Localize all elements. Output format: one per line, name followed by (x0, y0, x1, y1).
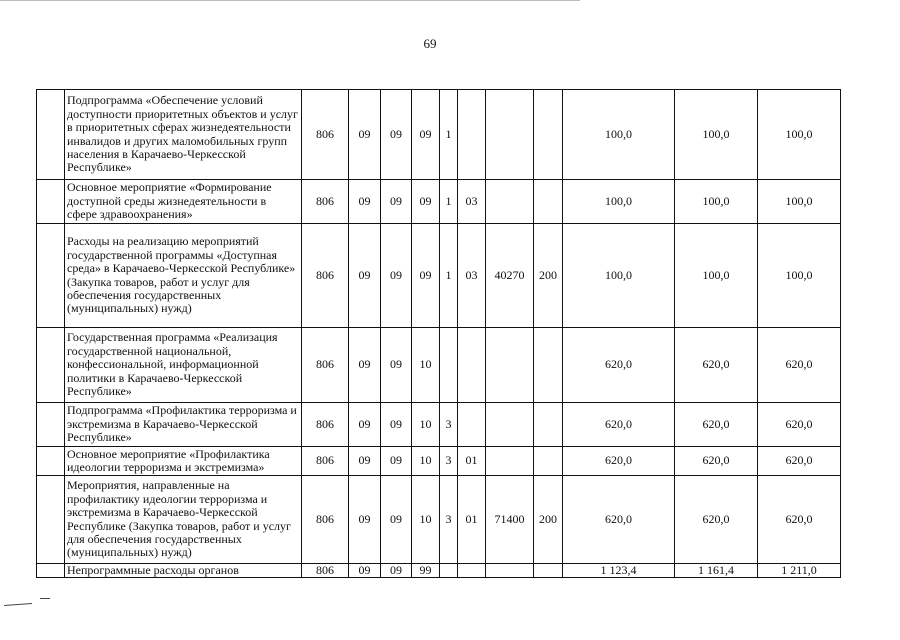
amount-year3-cell: 620,0 (758, 476, 841, 564)
code-cell: 806 (302, 224, 349, 328)
section-cell: 09 (349, 403, 381, 447)
subsection-cell: 09 (381, 224, 412, 328)
program-cell: 09 (412, 180, 440, 224)
code-cell: 806 (302, 328, 349, 403)
row-name-cell: Основное мероприятие «Профилактика идеологии терроризма и экстремизма» (65, 447, 302, 476)
amount-year3-cell: 100,0 (758, 90, 841, 180)
subprogram-cell: 1 (440, 90, 458, 180)
row-index-cell (37, 403, 65, 447)
expense-type-cell (534, 447, 563, 476)
amount-year1-cell: 620,0 (563, 403, 675, 447)
code-cell: 806 (302, 403, 349, 447)
program-cell: 09 (412, 90, 440, 180)
code-cell: 806 (302, 90, 349, 180)
row-index-cell (37, 328, 65, 403)
expense-type-cell: 200 (534, 224, 563, 328)
program-cell: 10 (412, 476, 440, 564)
expense-type-cell (534, 90, 563, 180)
event-cell: 03 (458, 224, 486, 328)
table-row (37, 564, 841, 578)
row-index-cell (37, 90, 65, 180)
amount-year2-cell: 100,0 (675, 224, 758, 328)
scan-mark (4, 603, 32, 606)
code-cell: 806 (302, 564, 349, 578)
program-cell: 09 (412, 224, 440, 328)
amount-year3-cell: 620,0 (758, 403, 841, 447)
amount-year1-cell: 100,0 (563, 90, 675, 180)
subsection-cell: 09 (381, 476, 412, 564)
event-cell (458, 564, 486, 578)
event-cell: 03 (458, 180, 486, 224)
target-cell (486, 328, 534, 403)
program-cell: 10 (412, 403, 440, 447)
subsection-cell: 09 (381, 403, 412, 447)
event-cell (458, 403, 486, 447)
section-cell: 09 (349, 328, 381, 403)
scan-mark (40, 598, 50, 599)
target-cell: 40270 (486, 224, 534, 328)
row-name-cell: Расходы на реализацию мероприятий государственной программы «Доступная среда» в Карачаево-Черкесской Республике» (Закупка товаров, работ и услуг для обеспечения государственных (муниципальных) нужд) (65, 224, 302, 328)
subprogram-cell: 1 (440, 224, 458, 328)
row-name-cell: Мероприятия, направленные на профилактику идеологии терроризма и экстремизма в Карачаево-Черкесской Республике (Закупка товаров, работ и услуг для обеспечения государственных (муниципальных) нужд) (65, 476, 302, 564)
amount-year2-cell: 620,0 (675, 403, 758, 447)
budget-table (36, 89, 841, 578)
program-cell: 10 (412, 328, 440, 403)
table-row (37, 447, 841, 476)
expense-type-cell: 200 (534, 476, 563, 564)
amount-year2-cell: 100,0 (675, 180, 758, 224)
target-cell (486, 90, 534, 180)
amount-year3-cell: 100,0 (758, 180, 841, 224)
amount-year3-cell: 620,0 (758, 328, 841, 403)
subprogram-cell: 3 (440, 403, 458, 447)
row-index-cell (37, 476, 65, 564)
target-cell (486, 180, 534, 224)
row-name-cell: Подпрограмма «Профилактика терроризма и экстремизма в Карачаево-Черкесской Республике» (65, 403, 302, 447)
code-cell: 806 (302, 476, 349, 564)
row-name-cell: Подпрограмма «Обеспечение условий доступности приоритетных объектов и услуг в приоритетных сферах жизнедеятельности инвалидов и других маломобильных групп населения в Карачаево-Черкесской Республике» (65, 90, 302, 180)
row-name-cell: Непрограммные расходы органов (65, 564, 302, 578)
scan-mark (0, 0, 580, 1)
event-cell (458, 328, 486, 403)
amount-year1-cell: 620,0 (563, 328, 675, 403)
amount-year2-cell: 1 161,4 (675, 564, 758, 578)
section-cell: 09 (349, 224, 381, 328)
subprogram-cell: 3 (440, 476, 458, 564)
program-cell: 99 (412, 564, 440, 578)
subsection-cell: 09 (381, 564, 412, 578)
table-row (37, 476, 841, 564)
section-cell: 09 (349, 564, 381, 578)
program-cell: 10 (412, 447, 440, 476)
subsection-cell: 09 (381, 180, 412, 224)
amount-year3-cell: 1 211,0 (758, 564, 841, 578)
section-cell: 09 (349, 476, 381, 564)
table-row (37, 224, 841, 328)
target-cell (486, 564, 534, 578)
subprogram-cell (440, 564, 458, 578)
code-cell: 806 (302, 447, 349, 476)
target-cell: 71400 (486, 476, 534, 564)
table-body (37, 90, 841, 578)
subprogram-cell: 1 (440, 180, 458, 224)
row-name-cell: Государственная программа «Реализация государственной национальной, конфессиональной, информационной политики в Карачаево-Черкесской Республике» (65, 328, 302, 403)
table-row (37, 328, 841, 403)
amount-year2-cell: 620,0 (675, 447, 758, 476)
subsection-cell: 09 (381, 328, 412, 403)
section-cell: 09 (349, 447, 381, 476)
section-cell: 09 (349, 90, 381, 180)
table-row (37, 403, 841, 447)
code-cell: 806 (302, 180, 349, 224)
row-name-cell: Основное мероприятие «Формирование доступной среды жизнедеятельности в сфере здравоохранения» (65, 180, 302, 224)
target-cell (486, 403, 534, 447)
event-cell (458, 90, 486, 180)
section-cell: 09 (349, 180, 381, 224)
table-row (37, 90, 841, 180)
amount-year2-cell: 100,0 (675, 90, 758, 180)
subprogram-cell: 3 (440, 447, 458, 476)
subprogram-cell (440, 328, 458, 403)
row-index-cell (37, 180, 65, 224)
expense-type-cell (534, 180, 563, 224)
page-number: 69 (423, 36, 437, 51)
amount-year1-cell: 1 123,4 (563, 564, 675, 578)
event-cell: 01 (458, 476, 486, 564)
amount-year1-cell: 100,0 (563, 180, 675, 224)
amount-year2-cell: 620,0 (675, 328, 758, 403)
amount-year1-cell: 620,0 (563, 447, 675, 476)
target-cell (486, 447, 534, 476)
amount-year2-cell: 620,0 (675, 476, 758, 564)
event-cell: 01 (458, 447, 486, 476)
row-index-cell (37, 447, 65, 476)
amount-year1-cell: 100,0 (563, 224, 675, 328)
expense-type-cell (534, 564, 563, 578)
expense-type-cell (534, 403, 563, 447)
row-index-cell (37, 224, 65, 328)
subsection-cell: 09 (381, 90, 412, 180)
row-index-cell (37, 564, 65, 578)
amount-year1-cell: 620,0 (563, 476, 675, 564)
amount-year3-cell: 620,0 (758, 447, 841, 476)
amount-year3-cell: 100,0 (758, 224, 841, 328)
subsection-cell: 09 (381, 447, 412, 476)
expense-type-cell (534, 328, 563, 403)
table-row (37, 180, 841, 224)
